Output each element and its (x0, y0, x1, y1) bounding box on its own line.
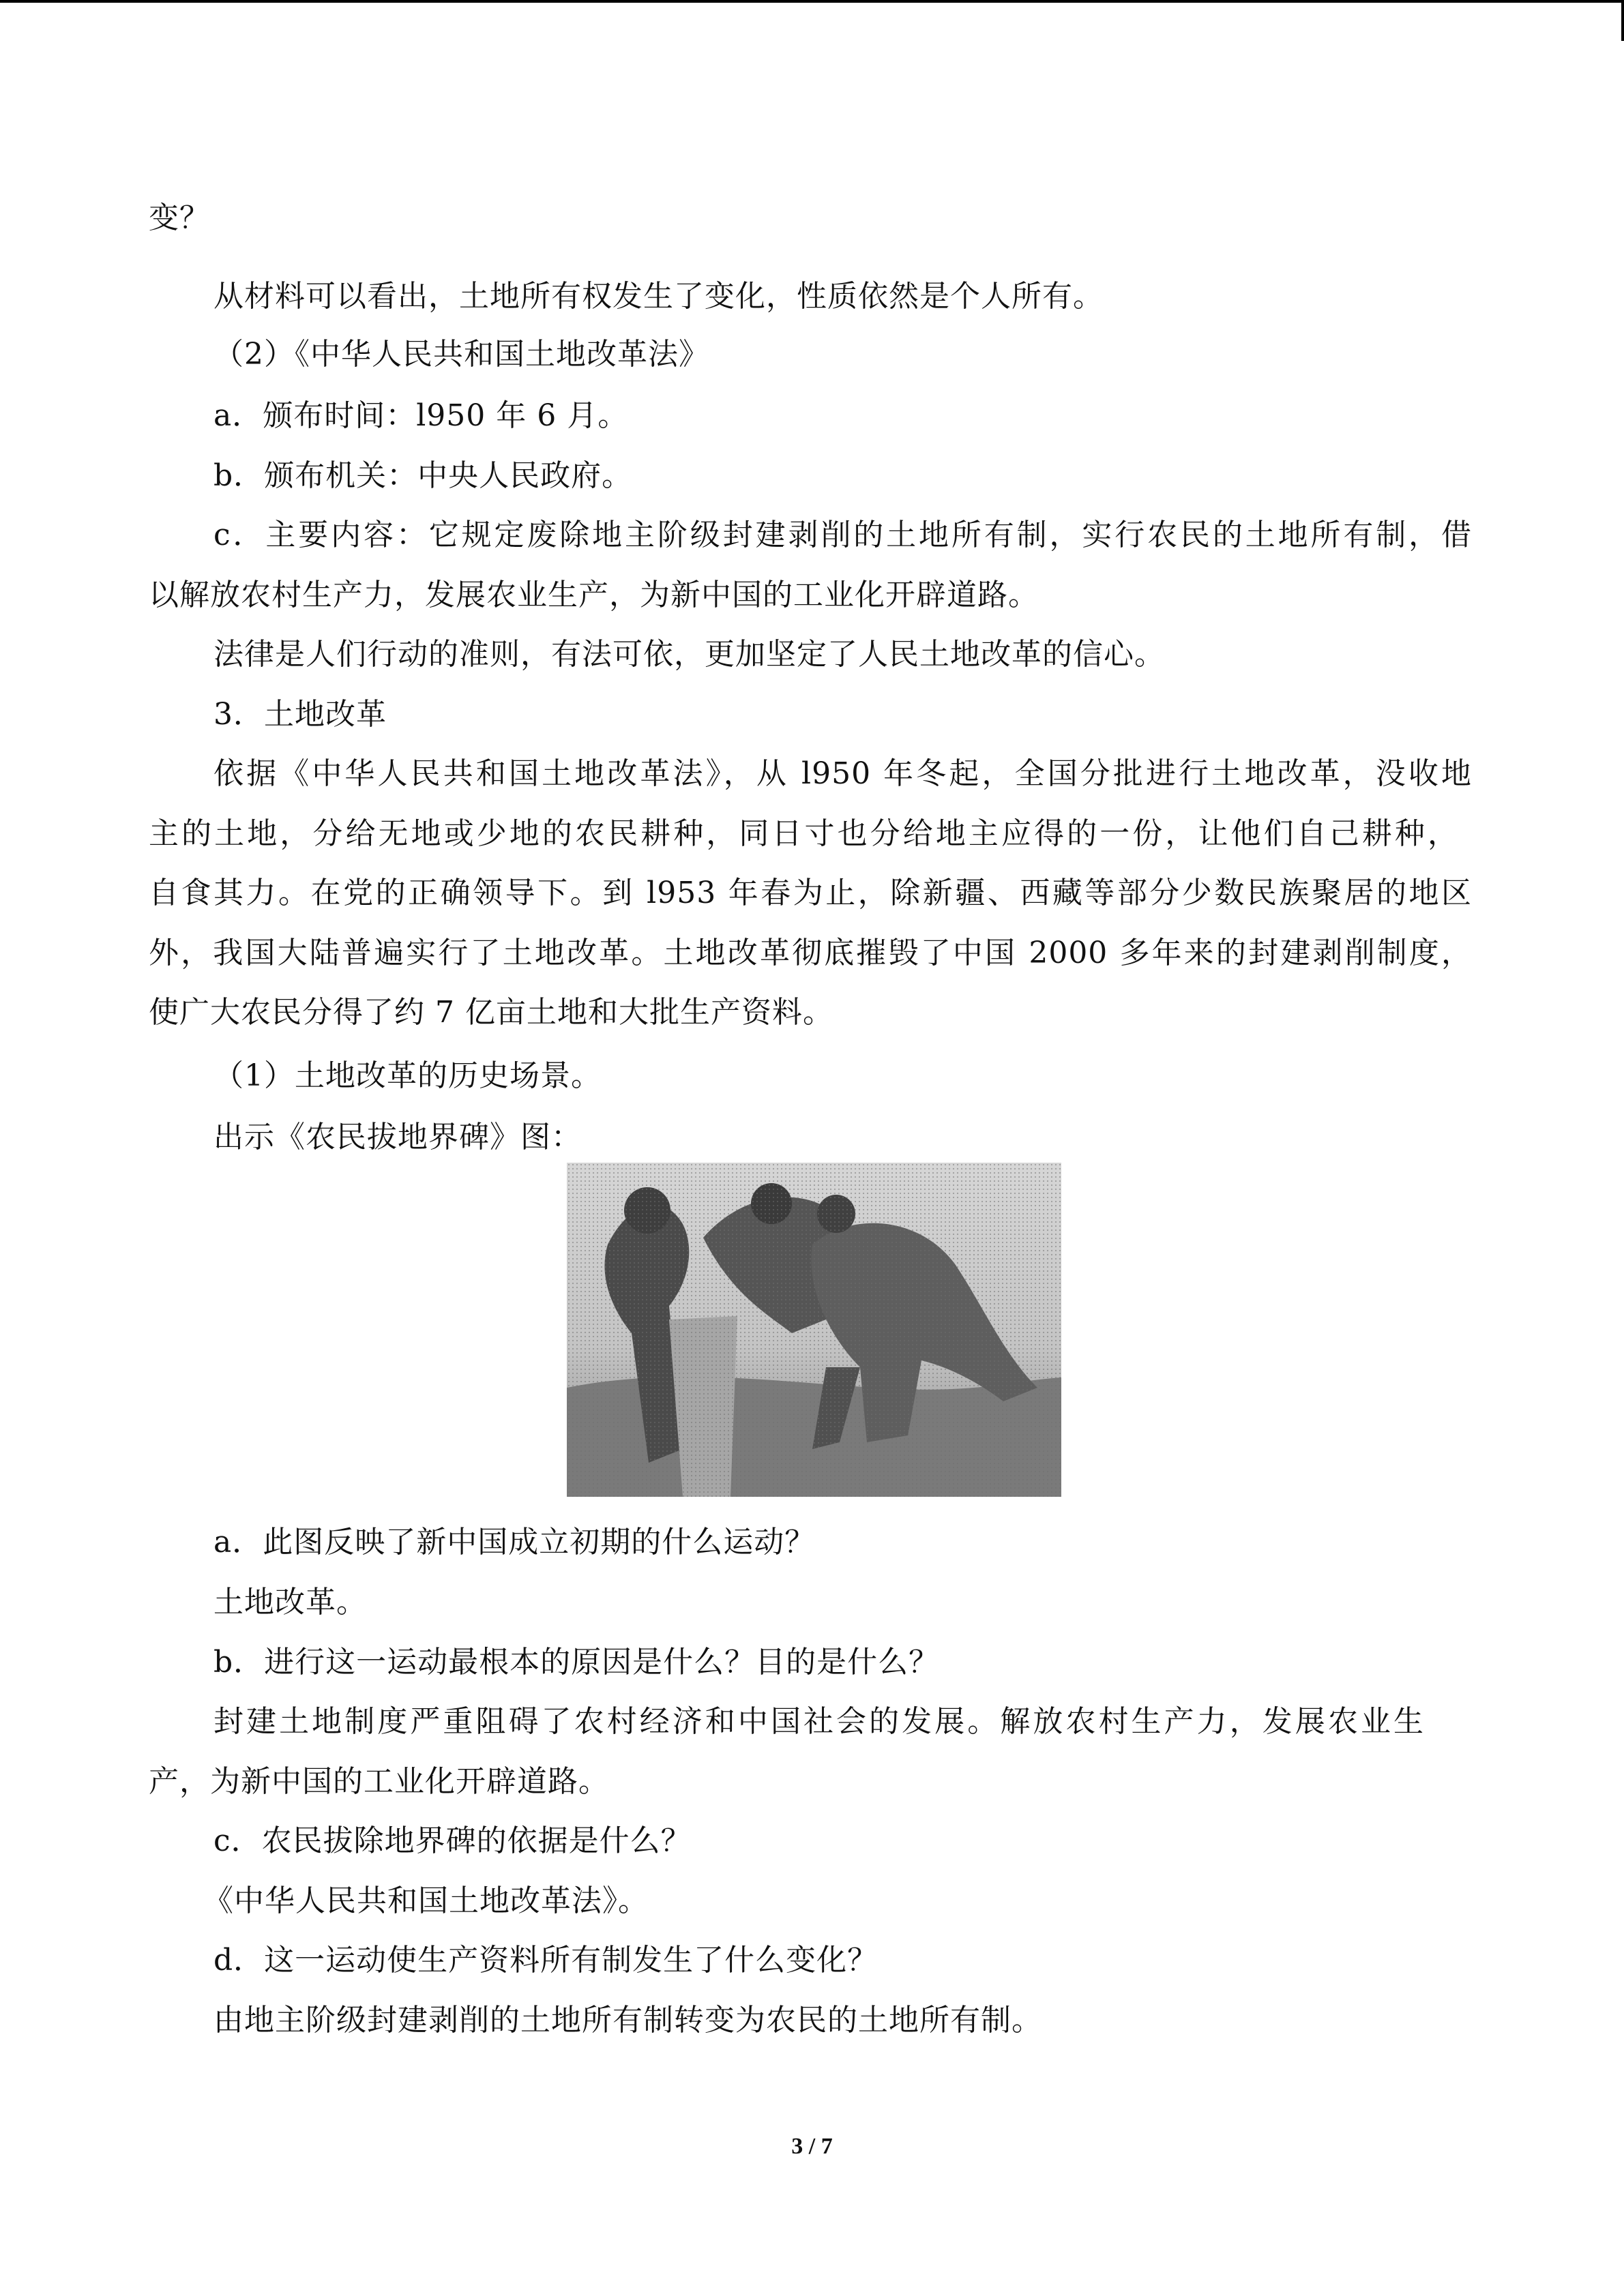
item-issuing-authority: b．颁布机关：中央人民政府。 (213, 458, 633, 493)
question-d: d．这一运动使生产资料所有制发生了什么变化？ (213, 1943, 879, 1978)
answer-b-line1: 封建土地制度严重阻碍了农村经济和中国社会的发展。解放农村生产力，发展农业生 (213, 1704, 1424, 1739)
figure-intro-text: 出示《农民拔地界碑》图： (213, 1120, 582, 1154)
item-main-content: c．主要内容：它规定废除地主阶级封建剥削的土地所有制，实行农民的土地所有制，借 (213, 518, 1472, 552)
subheading-historical-scene: （1）土地改革的历史场景。 (213, 1058, 602, 1093)
paragraph-land-reform-line4: 外，我国大陆普遍实行了土地改革。土地改革彻底摧毁了中国 2000 多年来的封建剥削制度， (149, 936, 1472, 970)
subheading-land-reform-law: （2）《中华人民共和国土地改革法》 (213, 337, 709, 372)
farmers-pulling-boundary-stone-photo (567, 1163, 1061, 1497)
page-number: 3 / 7 (791, 2134, 833, 2159)
question-c: c．农民拔除地界碑的依据是什么？ (213, 1823, 692, 1858)
answer-a: 土地改革。 (213, 1585, 367, 1620)
corner-border-line (1621, 0, 1624, 41)
answer-d: 由地主阶级封建剥削的土地所有制转变为农民的土地所有制。 (213, 2003, 1042, 2038)
question-b: b．进行这一运动最根本的原因是什么？目的是什么？ (213, 1645, 940, 1680)
item-main-content-cont: 以解放农村生产力，发展农业生产，为新中国的工业化开辟道路。 (149, 578, 1039, 612)
paragraph-land-reform-line1: 依据《中华人民共和国土地改革法》，从 l950 年冬起，全国分批进行土地改革，没收地 (213, 756, 1472, 791)
answer-c: 《中华人民共和国土地改革法》。 (203, 1883, 649, 1918)
item-issue-date: a．颁布时间：l950 年 6 月。 (213, 398, 629, 433)
paragraph-land-reform-line3: 自食其力。在党的正确领导下。到 l953 年春为止，除新疆、西藏等部分少数民族聚居的地区 (149, 876, 1472, 910)
continued-text: 变？ (149, 200, 210, 235)
paragraph-law-significance: 法律是人们行动的准则，有法可依，更加坚定了人民土地改革的信心。 (213, 637, 1165, 672)
question-a: a．此图反映了新中国成立初期的什么运动？ (213, 1525, 816, 1560)
answer-b-line2: 产，为新中国的工业化开辟道路。 (149, 1764, 609, 1799)
section-heading-land-reform: 3．土地改革 (213, 697, 387, 732)
top-border-line (0, 0, 1624, 3)
paragraph-land-reform-line2: 主的土地，分给无地或少地的农民耕种，同日寸也分给地主应得的一份，让他们自己耕种， (149, 816, 1458, 851)
paragraph-land-reform-line5: 使广大农民分得了约 7 亿亩土地和大批生产资料。 (149, 995, 833, 1030)
paragraph-ownership-change: 从材料可以看出，土地所有权发生了变化，性质依然是个人所有。 (213, 279, 1104, 314)
